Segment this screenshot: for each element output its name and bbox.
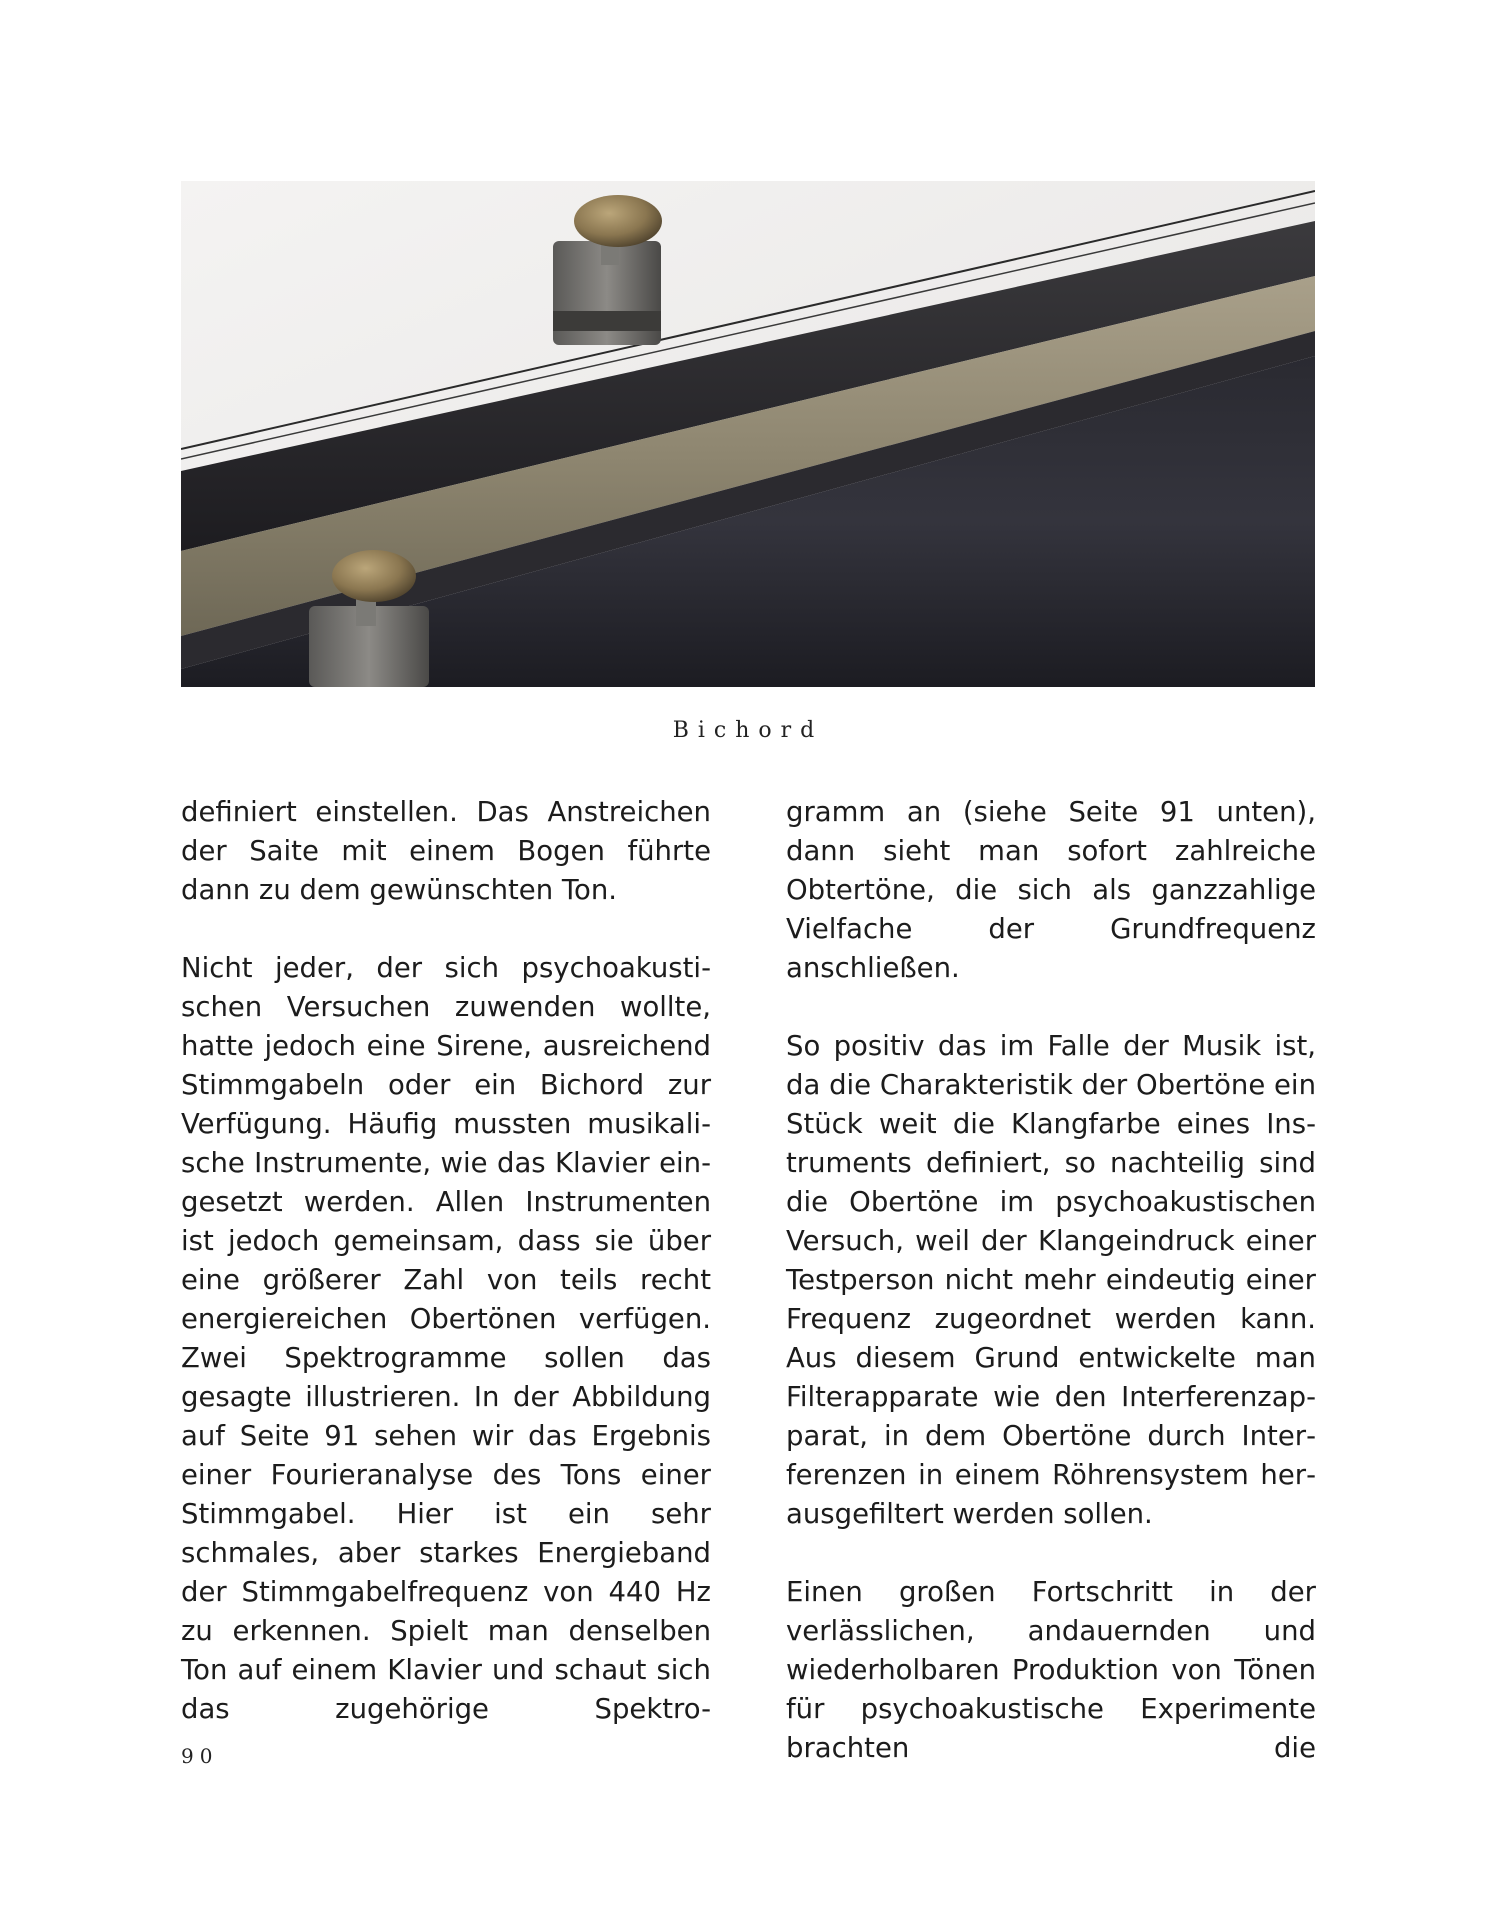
text-column-right: [786, 793, 1316, 1768]
page-number: 90: [181, 1744, 219, 1768]
paragraph: gramm an (siehe Seite 91 unten), dann sieht man sofort zahlreiche Obtertöne, die sich als ganzzahlige Vielfache der Grundfrequenz anschließen.: [786, 796, 1316, 984]
figure-caption: Bichord: [672, 718, 824, 743]
bichord-photo: [181, 181, 1315, 687]
text-column-left: [181, 793, 711, 1729]
paragraph: So positiv das im Falle der Musik ist, da die Charakteristik der Obertöne ein Stück weit die Klangfarbe eines Instruments definiert, so nachteilig sind die Obertöne im psychoakustischen Versuch, weil der Klangeindruck einer Testperson nicht mehr eindeutig einer Frequenz zugeordnet werden kann. Aus diesem Grund entwickelte man Filterapparate wie den Interferenzapparat, in dem Obertöne durch Interferenzen in einem Röhrensystem herausgefiltert werden sollen.: [786, 1030, 1316, 1530]
paragraph: definiert einstellen. Das Anstreichen der Saite mit einem Bogen führte dann zu dem gewünschten Ton.: [181, 796, 711, 906]
paragraph: Nicht jeder, der sich psychoakustischen Versuchen zuwenden wollte, hatte jedoch eine Sirene, ausreichend Stimmgabeln oder ein Bichord zur Verfügung. Häufig mussten musikalische Instrumente, wie das Klavier eingesetzt werden. Allen Instrumenten ist jedoch gemeinsam, dass sie über eine größerer Zahl von teils recht energiereichen Obertönen verfügen. Zwei Spektrogramme sollen das gesagte illustrieren. In der Abbildung auf Seite 91 sehen wir das Ergebnis einer Fourieranalyse des Tons einer Stimmgabel. Hier ist ein sehr schmales, aber starkes Energieband der Stimmgabelfrequenz von 440 Hz zu erkennen. Spielt man denselben Ton auf einem Klavier und schaut sich das zugehörige Spektro-: [181, 952, 711, 1725]
paragraph: Einen großen Fortschritt in der verlässlichen, andauernden und wiederholbaren Produktion von Tönen für psychoakustische Experimente brachten die: [786, 1576, 1316, 1764]
